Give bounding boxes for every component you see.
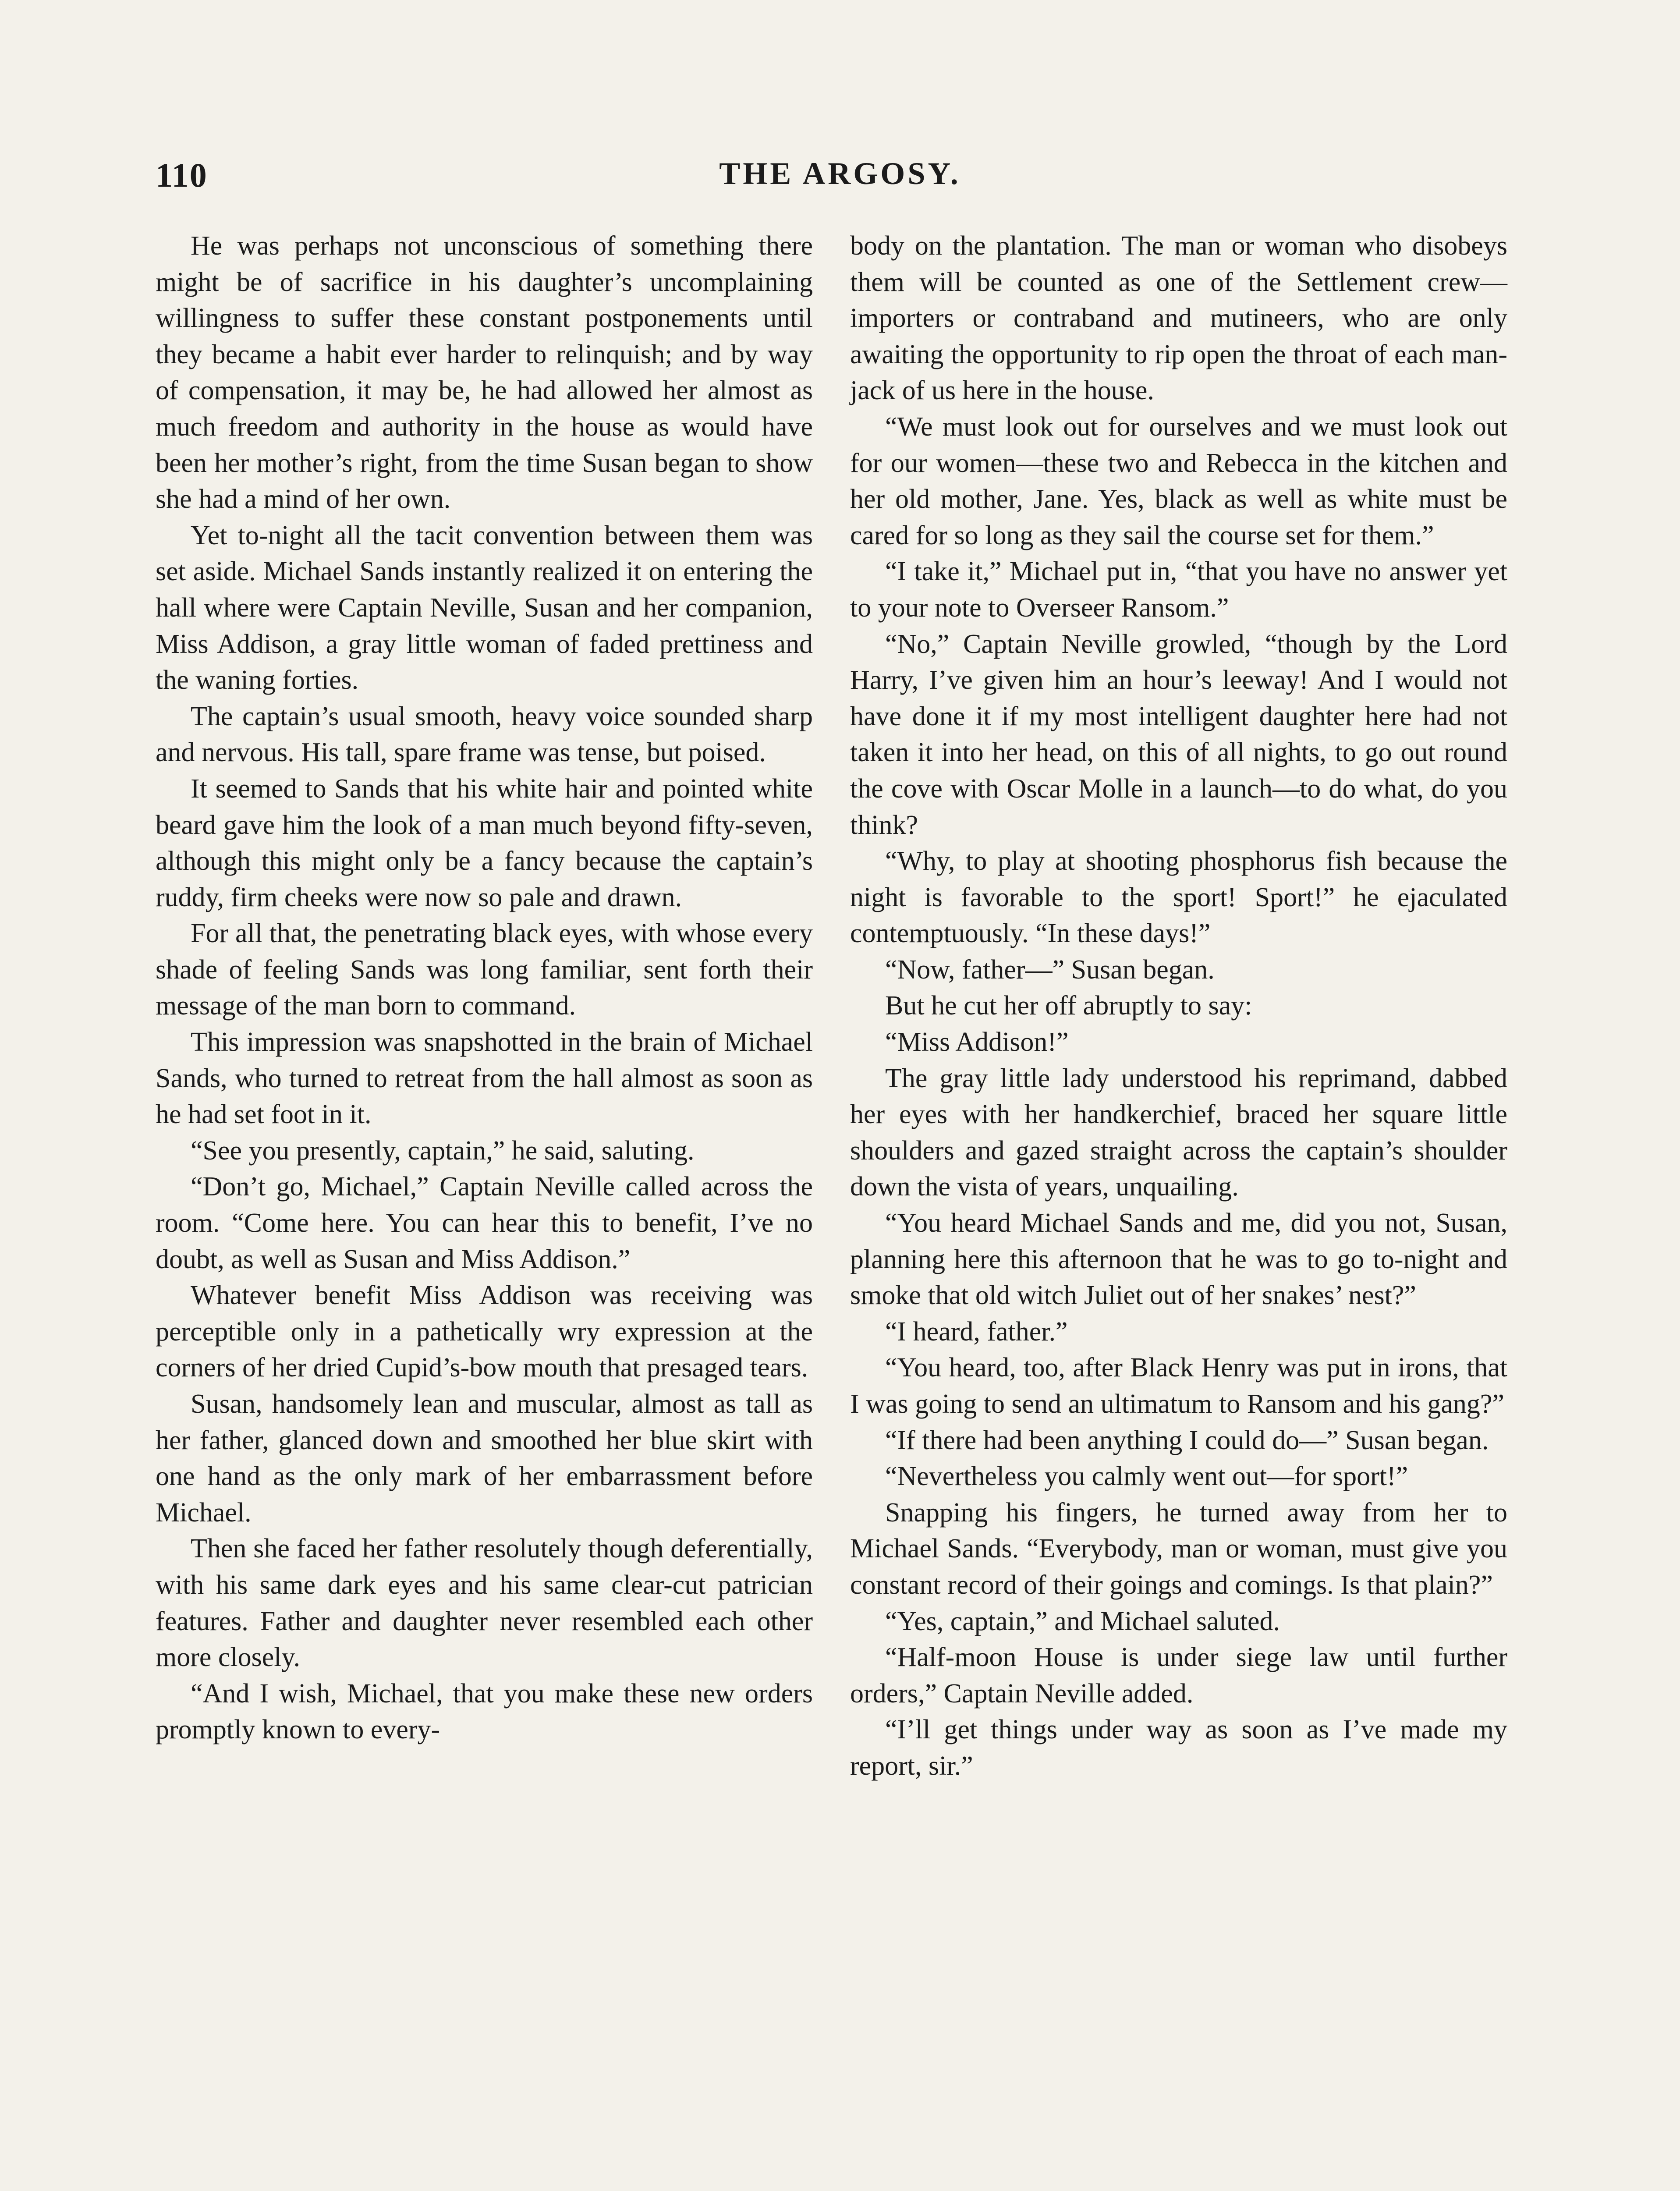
paragraph: body on the plantation. The man or woman who disobeys them will be counted as one of the Settlement crew—importers or contraband and mutineers, who are only awaiting the opportunity to rip open the throat of each man-jack of us here in the house. bbox=[850, 231, 1507, 406]
paragraph: “See you presently, captain,” he said, saluting. bbox=[191, 1135, 695, 1166]
page-number: 110 bbox=[156, 156, 208, 194]
paragraph: “I’ll get things under way as soon as I’ve made my report, sir.” bbox=[850, 1715, 1507, 1781]
paragraph: “Yes, captain,” and Michael saluted. bbox=[885, 1606, 1280, 1636]
paragraph: For all that, the penetrating black eyes, with whose every shade of feeling Sands was long familiar, sent forth their message of the man born to command. bbox=[156, 918, 813, 1021]
page-header bbox=[156, 156, 1524, 199]
paragraph: The captain’s usual smooth, heavy voice sounded sharp and nervous. His tall, spare frame was tense, but poised. bbox=[156, 701, 813, 768]
right-column bbox=[850, 228, 1507, 1784]
left-column bbox=[156, 228, 813, 1748]
paragraph: “Miss Addison!” bbox=[885, 1027, 1069, 1057]
paragraph: “And I wish, Michael, that you make these new orders promptly known to every- bbox=[156, 1678, 813, 1745]
paragraph: He was perhaps not unconscious of something there might be of sacrifice in his daughter’s uncomplaining willingness to suffer these constant postponements until they became a habit ever harder to relinquish; and by way of compensation, it may be, he had allowed her almost as much freedom and authority in the house as would have been her mother’s right, from the time Susan began to show she had a mind of her own. bbox=[156, 231, 813, 514]
paragraph: Susan, handsomely lean and muscular, almost as tall as her father, glanced down and smoothed her blue skirt with one hand as the only mark of her embarrassment before Michael. bbox=[156, 1389, 813, 1528]
paragraph: “Now, father—” Susan began. bbox=[885, 954, 1215, 985]
running-title: THE ARGOSY. bbox=[719, 156, 961, 191]
paragraph: “No,” Captain Neville growled, “though by the Lord Harry, I’ve given him an hour’s leeway! And I would not have done it if my most intelligent daughter here had not taken it into her head, on this of all nights, to go out round the cove with Oscar Molle in a launch—to do what, do you think? bbox=[850, 629, 1507, 840]
paragraph: “Don’t go, Michael,” Captain Neville called across the room. “Come here. You can hear this to benefit, I’ve no doubt, as well as Susan and Miss Addison.” bbox=[156, 1172, 813, 1274]
paragraph: “You heard, too, after Black Henry was put in irons, that I was going to send an ultimatum to Ransom and his gang?” bbox=[850, 1353, 1507, 1419]
paragraph: Snapping his fingers, he turned away from her to Michael Sands. “Everybody, man or woman, must give you constant record of their goings and comings. Is that plain?” bbox=[850, 1497, 1507, 1600]
paragraph: “Why, to play at shooting phosphorus fish because the night is favorable to the sport! Sport!” he ejaculated contemptuously. “In these days!” bbox=[850, 846, 1507, 949]
paragraph: “Half-moon House is under siege law until further orders,” Captain Neville added. bbox=[850, 1642, 1507, 1709]
paragraph: “I take it,” Michael put in, “that you have no answer yet to your note to Overseer Ransom.” bbox=[850, 557, 1507, 623]
paragraph: “I heard, father.” bbox=[885, 1316, 1068, 1347]
paragraph: Yet to-night all the tacit convention between them was set aside. Michael Sands instantly realized it on entering the hall where were Captain Neville, Susan and her companion, Miss Addison, a gray little woman of faded prettiness and the waning forties. bbox=[156, 520, 813, 695]
paragraph: It seemed to Sands that his white hair and pointed white beard gave him the look of a man much beyond fifty-seven, although this might only be a fancy because the captain’s ruddy, firm cheeks were now so pale and drawn. bbox=[156, 773, 813, 912]
paragraph: “You heard Michael Sands and me, did you not, Susan, planning here this afternoon that he was to go to-night and smoke that old witch Juliet out of her snakes’ nest?” bbox=[850, 1208, 1507, 1311]
paragraph: Whatever benefit Miss Addison was receiving was perceptible only in a pathetically wry expression at the corners of her dried Cupid’s-bow mouth that presaged tears. bbox=[156, 1280, 813, 1383]
paragraph: “If there had been anything I could do—” Susan began. bbox=[885, 1425, 1489, 1455]
paragraph: But he cut her off abruptly to say: bbox=[885, 991, 1252, 1021]
paragraph: Then she faced her father resolutely though deferentially, with his same dark eyes and his same clear-cut patrician features. Father and daughter never resembled each other more closely. bbox=[156, 1534, 813, 1673]
paragraph: This impression was snapshotted in the brain of Michael Sands, who turned to retreat from the hall almost as soon as he had set foot in it. bbox=[156, 1027, 813, 1130]
paragraph: “Nevertheless you calmly went out—for sport!” bbox=[885, 1461, 1408, 1492]
paragraph: “We must look out for ourselves and we must look out for our women—these two and Rebecca in the kitchen and her old mother, Jane. Yes, black as well as white must be cared for so long as they sail the course set for them.” bbox=[850, 411, 1507, 550]
paragraph: The gray little lady understood his reprimand, dabbed her eyes with her handkerchief, braced her square little shoulders and gazed straight across the captain’s shoulder down the vista of years, unquailing. bbox=[850, 1063, 1507, 1202]
